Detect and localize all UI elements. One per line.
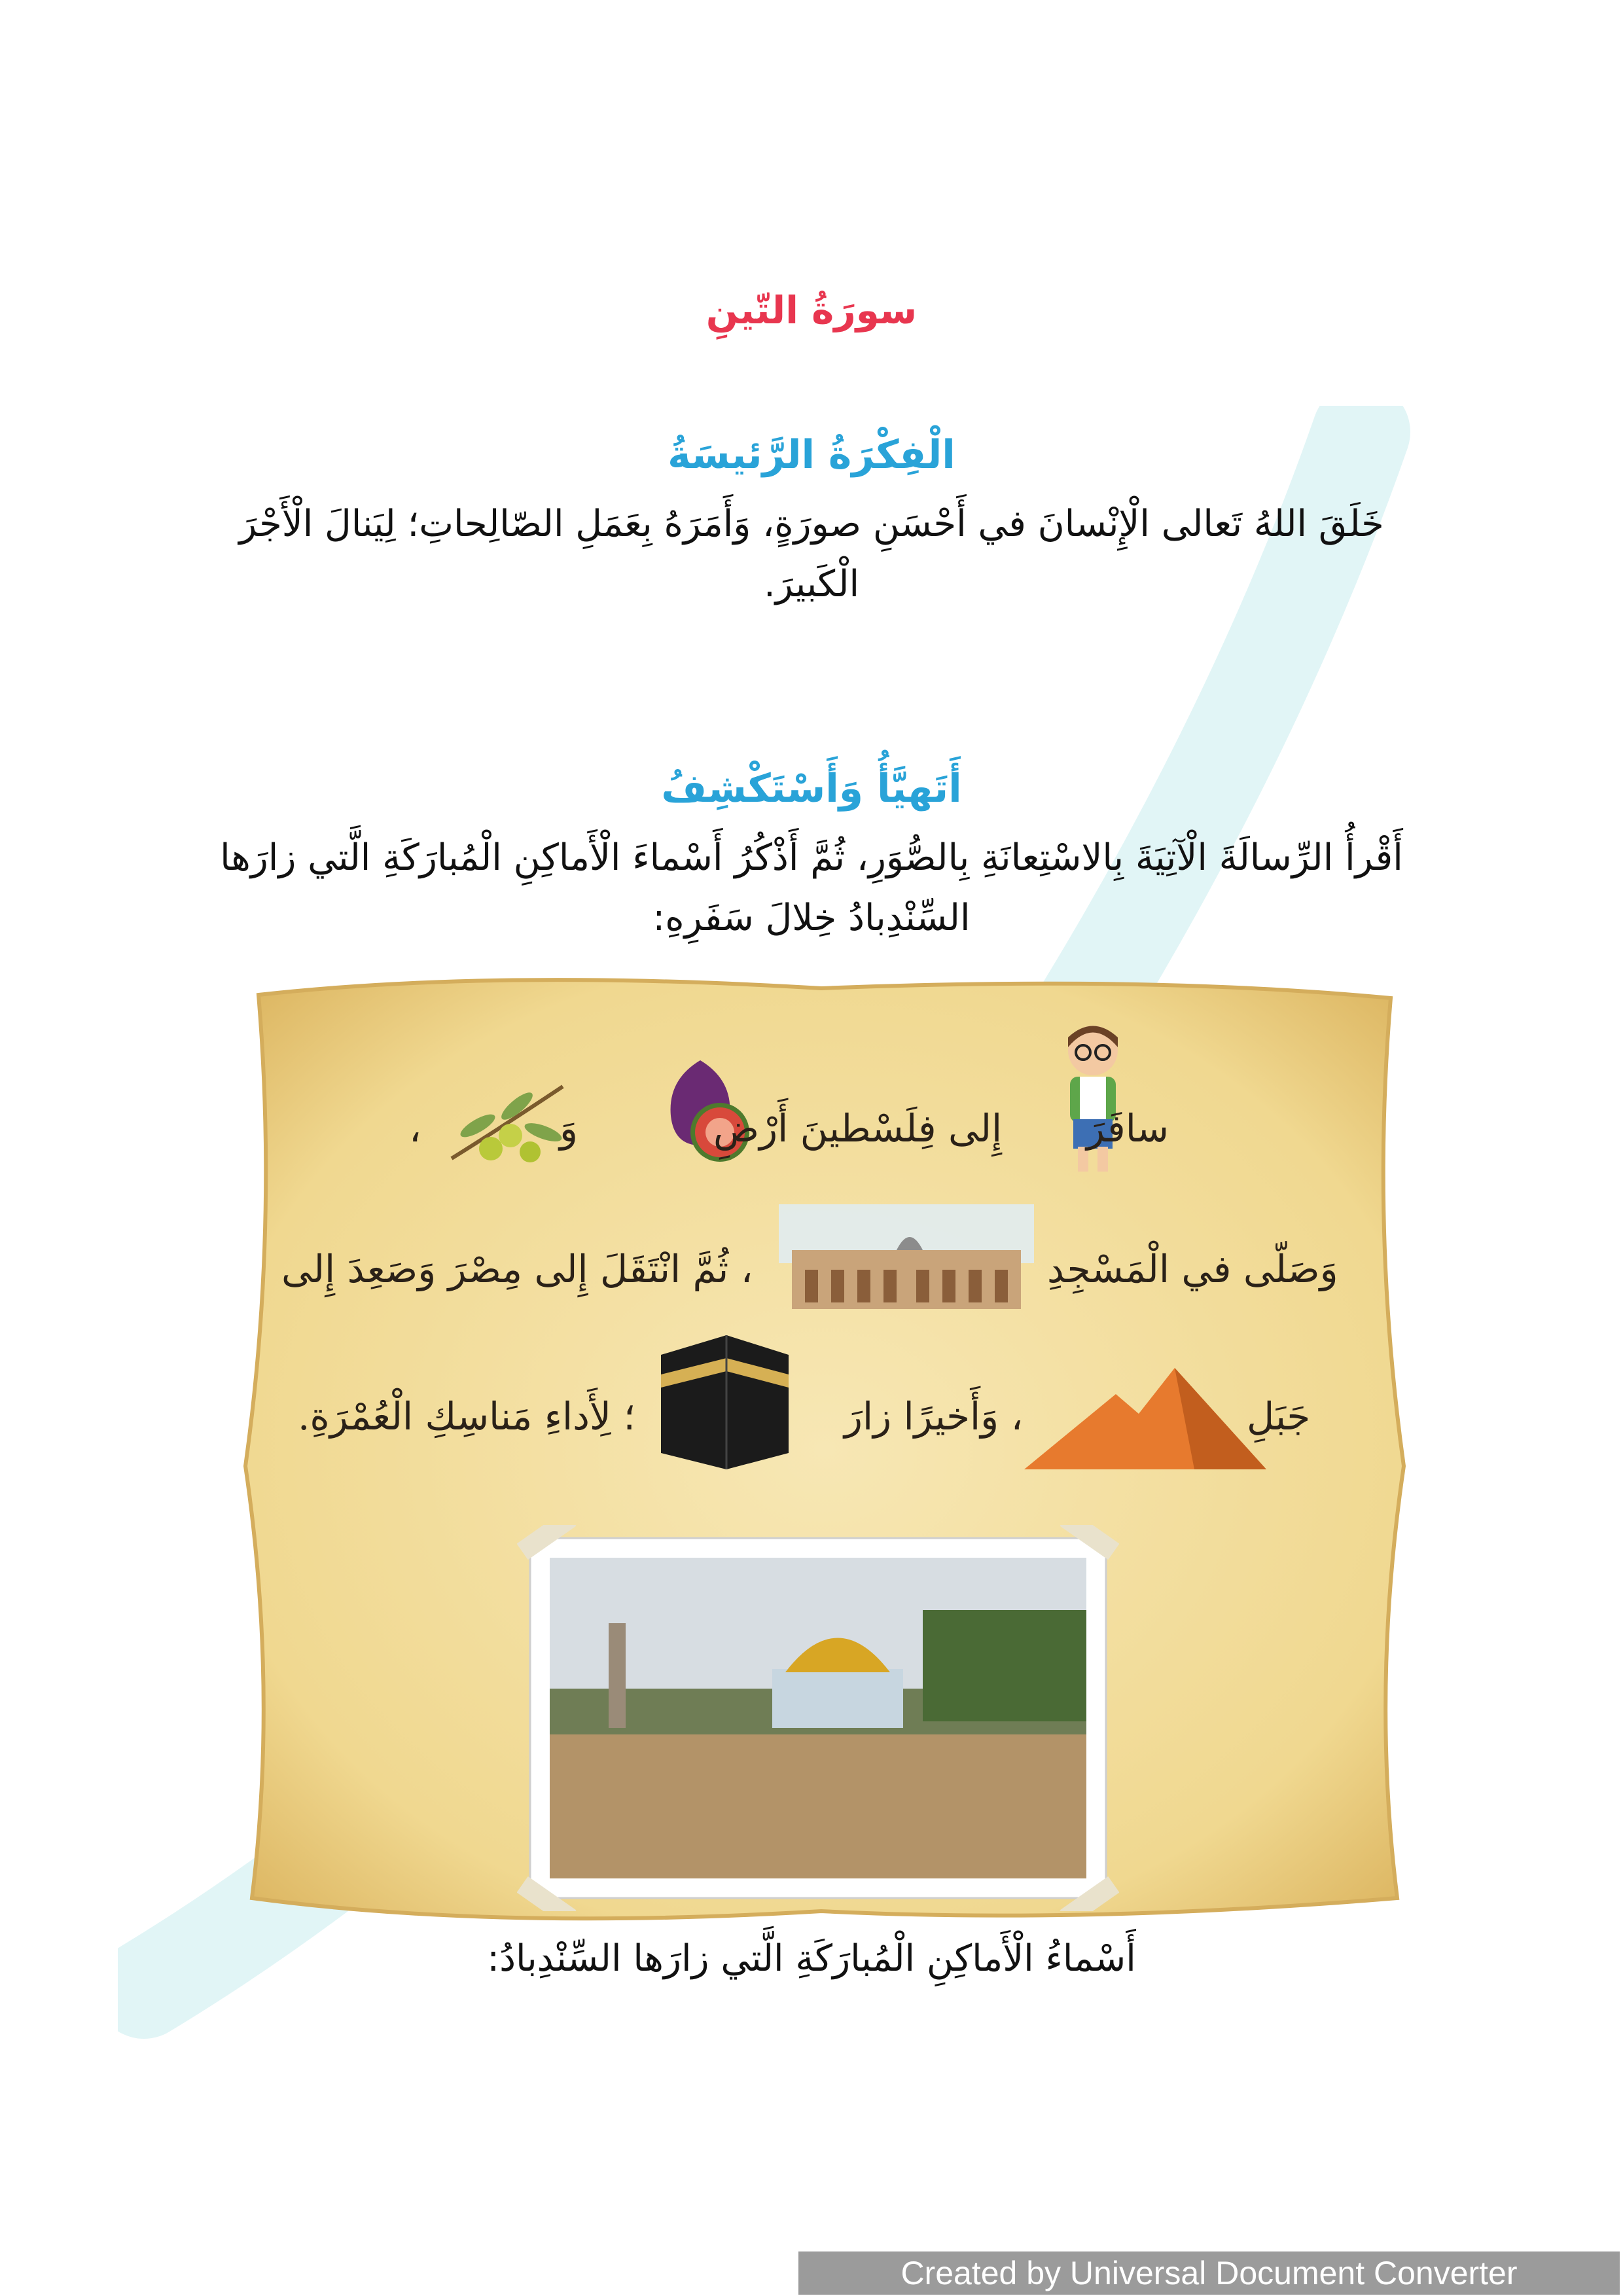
main-idea-text: خَلَقَ اللهُ تَعالى الْإِنْسانَ في أَحْسَنِ صورَةٍ، وَأَمَرَهُ بِعَمَلِ الصّالِحاتِ؛ لِيَنالَ الْأَجْرَ الْكَبيرَ. [239,503,1384,605]
story-line1-palestine: إِلى فِلَسْطينَ أَرْضِ [713,1106,1003,1151]
kaaba-icon [648,1329,798,1473]
story-line1-comma: ، [409,1106,421,1151]
story-line3-mount: جَبَلِ [1247,1394,1311,1439]
converter-badge: Created by Universal Document Converter [798,2251,1620,2295]
answer-label: أَسْماءُ الْأَماكِنِ الْمُبارَكَةِ الَّتي زارَها السِّنْدِبادُ: [487,1937,1136,1980]
instructions-text: أَقْرأُ الرِّسالَةَ الْآتِيَةَ بِالاسْتِعانَةِ بِالصُّوَرِ، ثُمَّ أَذْكُرُ أَسْماءَ الْأَماكِنِ الْمُبارَكَةِ الَّتي زارَها السِّنْدِبادُ خِلالَ سَفَرِهِ: [220,836,1403,939]
olive-branch-icon [445,1073,569,1172]
story-line3-umrah: ؛ لِأَداءِ مَناسِكِ الْعُمْرَةِ. [298,1394,635,1439]
story-line2-prayed: وَصَلّى في الْمَسْجِدِ [1047,1247,1338,1291]
prepare-heading: أَتَهيَّأُ وَأَسْتَكْشِفُ [661,766,962,812]
story-line3-finally: ، وَأَخيرًا زارَ [844,1394,1024,1439]
story-line1-and: وَ [560,1106,579,1151]
story-line1-travelled: سافَرَ [1086,1106,1169,1151]
mountain-icon [1024,1361,1266,1473]
mosque-icon [779,1204,1034,1316]
story-line2-egypt: ، ثُمَّ انْتَقَلَ إِلى مِصْرَ وَصَعِدَ إِلى [281,1247,753,1291]
dome-of-rock-photo [517,1525,1119,1911]
boy-icon [1050,1021,1135,1178]
main-idea-heading: الْفِكْرَةُ الرَّئيسَةُ [668,432,955,478]
surah-title: سورَةُ التّينِ [705,288,918,332]
